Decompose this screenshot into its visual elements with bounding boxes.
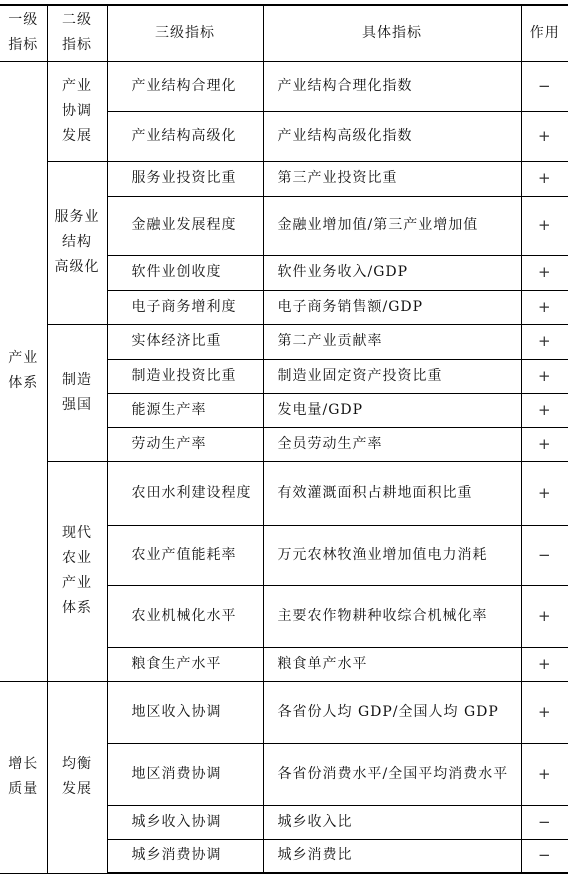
level3-cell: 地区收入协调	[107, 681, 263, 743]
detail-cell: 第三产业投资比重	[263, 161, 521, 196]
header-row	[0, 5, 568, 61]
effect-cell: +	[521, 290, 568, 324]
detail-cell: 全员劳动生产率	[263, 427, 521, 461]
effect-cell: +	[521, 585, 568, 647]
level3-cell: 金融业发展程度	[107, 196, 263, 255]
group-label: 产业 体系	[0, 61, 47, 681]
table-row	[0, 161, 568, 196]
level3-cell: 软件业创收度	[107, 255, 263, 290]
table-row	[0, 324, 568, 359]
effect-cell: +	[521, 324, 568, 359]
effect-cell: +	[521, 681, 568, 743]
subgroup-label: 均衡 发展	[47, 681, 107, 873]
level3-cell: 产业结构高级化	[107, 111, 263, 161]
level3-cell: 制造业投资比重	[107, 359, 263, 393]
level3-cell: 产业结构合理化	[107, 61, 263, 111]
effect-cell: −	[521, 525, 568, 585]
subgroup-label: 产业 协调 发展	[47, 61, 107, 161]
detail-cell: 第二产业贡献率	[263, 324, 521, 359]
header-detail: 具体指标	[263, 5, 521, 61]
effect-cell: +	[521, 393, 568, 427]
level3-cell: 劳动生产率	[107, 427, 263, 461]
level3-cell: 城乡收入协调	[107, 805, 263, 839]
level3-cell: 实体经济比重	[107, 324, 263, 359]
effect-cell: +	[521, 255, 568, 290]
detail-cell: 产业结构合理化指数	[263, 61, 521, 111]
detail-cell: 产业结构高级化指数	[263, 111, 521, 161]
subgroup-label: 制造 强国	[47, 324, 107, 461]
header-effect: 作用	[521, 5, 568, 61]
effect-cell: +	[521, 111, 568, 161]
detail-cell: 各省份人均 GDP/全国人均 GDP	[263, 681, 521, 743]
detail-cell: 电子商务销售额/GDP	[263, 290, 521, 324]
header-level2: 二级 指标	[47, 5, 107, 61]
table-row	[0, 61, 568, 111]
level3-cell: 粮食生产水平	[107, 647, 263, 681]
detail-cell: 金融业增加值/第三产业增加值	[263, 196, 521, 255]
detail-cell: 粮食单产水平	[263, 647, 521, 681]
detail-cell: 城乡消费比	[263, 839, 521, 873]
level3-cell: 农业机械化水平	[107, 585, 263, 647]
detail-cell: 发电量/GDP	[263, 393, 521, 427]
group-label: 增长 质量	[0, 681, 47, 873]
effect-cell: +	[521, 647, 568, 681]
effect-cell: −	[521, 61, 568, 111]
level3-cell: 农业产值能耗率	[107, 525, 263, 585]
subgroup-label: 现代 农业 产业 体系	[47, 461, 107, 681]
effect-cell: +	[521, 359, 568, 393]
subgroup-label: 服务业 结构 高级化	[47, 161, 107, 324]
header-level1: 一级 指标	[0, 5, 47, 61]
detail-cell: 制造业固定资产投资比重	[263, 359, 521, 393]
detail-cell: 有效灌溉面积占耕地面积比重	[263, 461, 521, 525]
detail-cell: 主要农作物耕种收综合机械化率	[263, 585, 521, 647]
level3-cell: 农田水利建设程度	[107, 461, 263, 525]
effect-cell: −	[521, 805, 568, 839]
table-row	[0, 681, 568, 743]
effect-cell: +	[521, 743, 568, 805]
effect-cell: +	[521, 196, 568, 255]
effect-cell: +	[521, 461, 568, 525]
level3-cell: 能源生产率	[107, 393, 263, 427]
level3-cell: 地区消费协调	[107, 743, 263, 805]
level3-cell: 城乡消费协调	[107, 839, 263, 873]
effect-cell: +	[521, 161, 568, 196]
level3-cell: 电子商务增利度	[107, 290, 263, 324]
level3-cell: 服务业投资比重	[107, 161, 263, 196]
header-level3: 三级指标	[107, 5, 263, 61]
detail-cell: 软件业务收入/GDP	[263, 255, 521, 290]
detail-cell: 各省份消费水平/全国平均消费水平	[263, 743, 521, 805]
indicator-table	[0, 4, 568, 874]
detail-cell: 城乡收入比	[263, 805, 521, 839]
effect-cell: −	[521, 839, 568, 873]
table-row	[0, 461, 568, 525]
detail-cell: 万元农林牧渔业增加值电力消耗	[263, 525, 521, 585]
effect-cell: +	[521, 427, 568, 461]
